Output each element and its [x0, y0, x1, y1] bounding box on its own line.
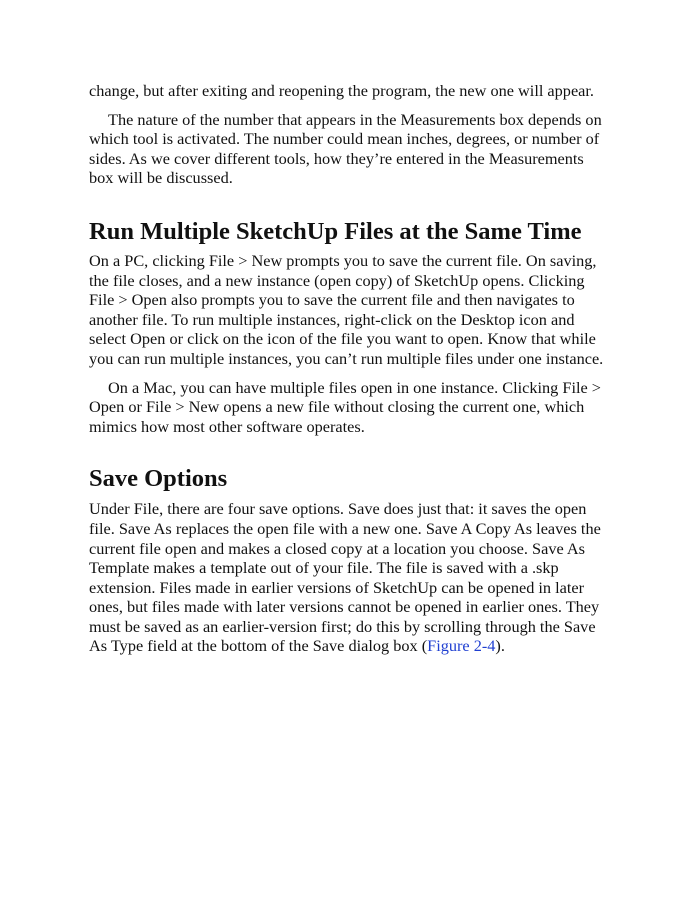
save-options-paragraph	[89, 499, 609, 656]
run-multiple-mac-paragraph: On a Mac, you can have multiple files open in one instance. Clicking File > Open or File > New opens a new file without closing the current one, which mimics how most other software operates.	[89, 377, 601, 436]
document-page	[89, 81, 609, 656]
run-multiple-pc-paragraph: On a PC, clicking File > New prompts you to save the current file. On saving, the file closes, and a new instance (open copy) of SketchUp opens. Clicking File > Open also prompts you to save the current file and then navigates to another file. To run multiple instances, right-click on the Desktop icon and select Open or click on the icon of the file you want to open. Know that while you can run multiple instances, you can’t run multiple files under one instance.	[89, 250, 604, 368]
save-options-text: Under File, there are four save options. Save does just that: it saves the open file. Save As replaces the open file with a new one. Save A Copy As leaves the current file open and makes a closed copy at a location you choose. Save As Template makes a template out of your file. The file is saved with a .skp extension. Files made in earlier versions of SketchUp can be opened in later ones, but files made with later versions cannot be opened in earlier ones. They must be saved as an earlier-version first; do this by scrolling through the Save As Type field at the bottom of the Save dialog box (	[89, 499, 601, 656]
intro-paragraph-measurements: The nature of the number that appears in the Measurements box depends on which tool is activated. The number could mean inches, degrees, or number of sides. As we cover different tools, how they’re entered in the Measurements box will be discussed.	[89, 109, 602, 188]
figure-2-4-link[interactable]: Figure 2-4	[427, 636, 496, 656]
save-options-text-end: ).	[495, 636, 505, 656]
section-heading-run-multiple-files: Run Multiple SketchUp Files at the Same Time	[89, 217, 582, 245]
section-heading-save-options: Save Options	[89, 465, 228, 493]
intro-paragraph-continued: change, but after exiting and reopening the program, the new one will appear.	[89, 81, 594, 100]
